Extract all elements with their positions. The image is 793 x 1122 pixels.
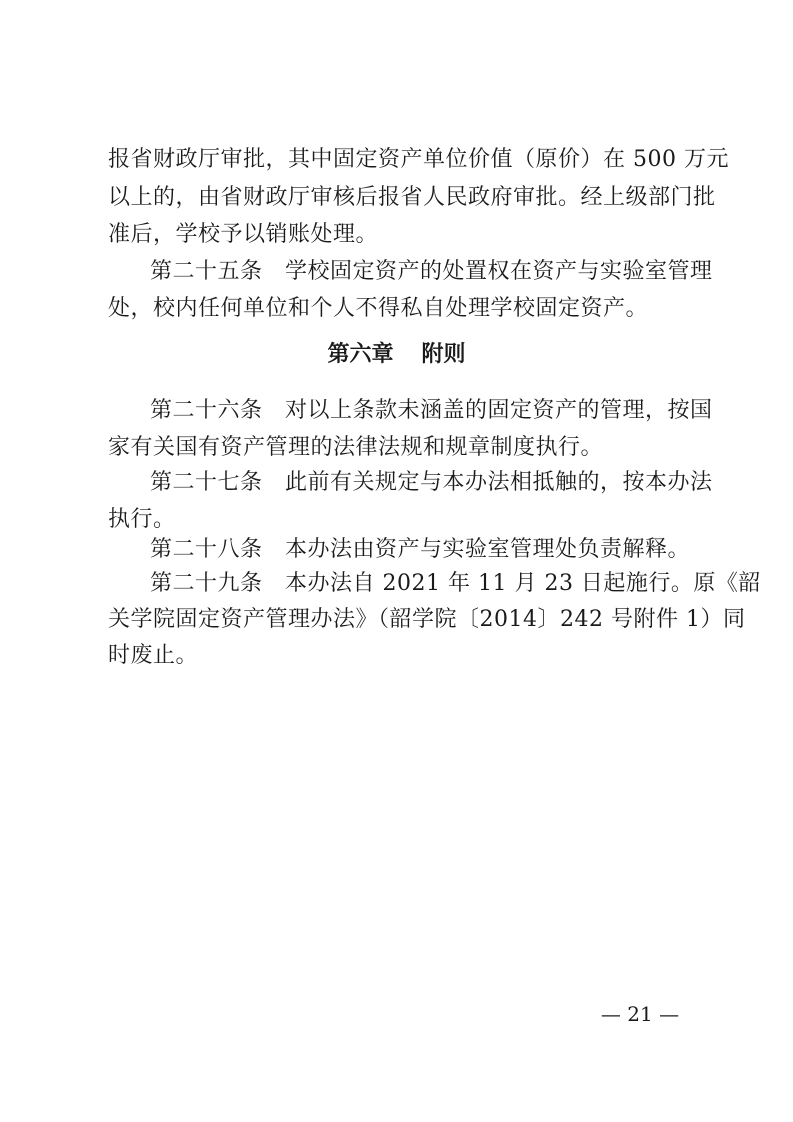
paragraph-line: 报省财政厅审批，其中固定资产单位价值（原价）在 500 万元	[108, 147, 729, 172]
article-26-line: 家有关国有资产管理的法律法规和规章制度执行。	[108, 435, 604, 460]
paragraph-line: 准后，学校予以销账处理。	[108, 222, 379, 247]
chapter-title: 附则	[421, 342, 466, 367]
paragraph-line: 以上的，由省财政厅审核后报省人民政府审批。经上级部门批	[108, 185, 716, 210]
page-number: — 21 —	[600, 1002, 680, 1026]
article-26-line: 第二十六条 对以上条款未涵盖的固定资产的管理，按国	[150, 398, 713, 423]
article-29-line: 时废止。	[108, 643, 199, 668]
article-28-line: 第二十八条 本办法由资产与实验室管理处负责解释。	[150, 537, 691, 562]
article-27-line: 第二十七条 此前有关规定与本办法相抵触的，按本办法	[150, 470, 713, 495]
chapter-heading	[0, 337, 793, 373]
chapter-number: 第六章	[327, 342, 394, 367]
article-27-line: 执行。	[108, 507, 176, 532]
article-25-line: 第二十五条 学校固定资产的处置权在资产与实验室管理	[150, 259, 713, 284]
article-25-line: 处，校内任何单位和个人不得私自处理学校固定资产。	[108, 296, 649, 321]
article-29-line: 关学院固定资产管理办法》（韶学院〔2014〕242 号附件 1）同	[108, 607, 746, 632]
article-29-line: 第二十九条 本办法自 2021 年 11 月 23 日起施行。原《韶	[150, 571, 761, 596]
